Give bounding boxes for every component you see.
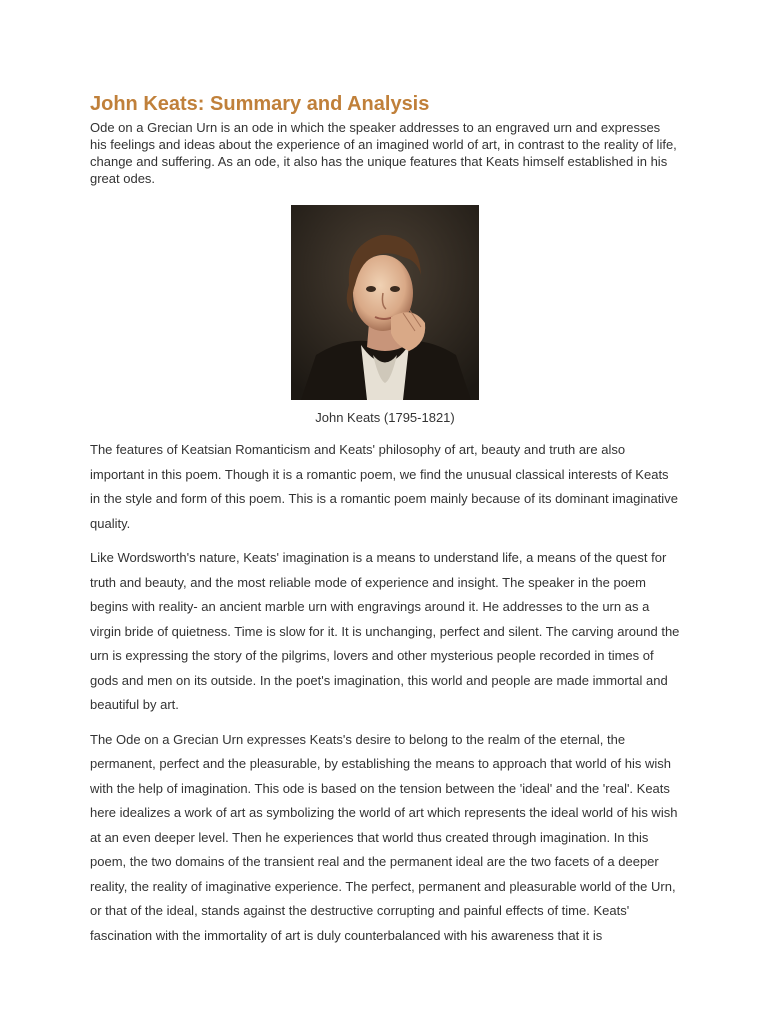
portrait-image — [291, 205, 479, 400]
portrait-caption: John Keats (1795-1821) — [315, 410, 455, 425]
body-paragraph-1: The features of Keatsian Romanticism and Keats' philosophy of art, beauty and truth are also important in this poem. Though it is a romantic poem, we find the unusual classical interests of Keats in the style and form of this poem. This is a romantic poem mainly because of its dominant imaginative quality. — [90, 442, 678, 531]
page-title: John Keats: Summary and Analysis — [90, 93, 430, 115]
body-paragraph-2: Like Wordsworth's nature, Keats' imagination is a means to understand life, a means of the quest for truth and beauty, and the most reliable mode of experience and insight. The speaker in the poem begins with reality- an ancient marble urn with engravings around it. He addresses to the urn as a virgin bride of quietness. Time is slow for it. It is unchanging, perfect and silent. The carving around the urn is expressing the story of the pilgrims, lovers and other mysterious people recorded in times of gods and men on its outside. In the poet's imagination, this world and people are made immortal and beautiful by art. — [90, 550, 680, 712]
body-paragraph-3: The Ode on a Grecian Urn expresses Keats's desire to belong to the realm of the eternal, the permanent, perfect and the pleasurable, by establishing the means to approach that world of his wish with the help of imagination. This ode is based on the tension between the 'ideal' and the 'real'. Keats here idealizes a work of art as symbolizing the world of art which represents the ideal world of his wish at an even deeper level. Then he experiences that world thus created through imagination. In this poem, the two domains of the transient real and the permanent ideal are the two facets of a deeper reality, the reality of imaginative experience. The perfect, permanent and pleasurable world of the Urn, or that of the ideal, stands against the destructive corrupting and painful effects of time. Keats' fascination with the immortality of art is duly counterbalanced with his awareness that it is — [90, 731, 678, 943]
intro-paragraph: Ode on a Grecian Urn is an ode in which the speaker addresses to an engraved urn and expresses his feelings and ideas about the experience of an imagined world of art, in contrast to the reality of life, change and suffering. As an ode, it also has the unique features that Keats himself established in his great odes. — [90, 120, 677, 186]
article — [90, 92, 680, 948]
portrait-figure — [90, 205, 680, 426]
